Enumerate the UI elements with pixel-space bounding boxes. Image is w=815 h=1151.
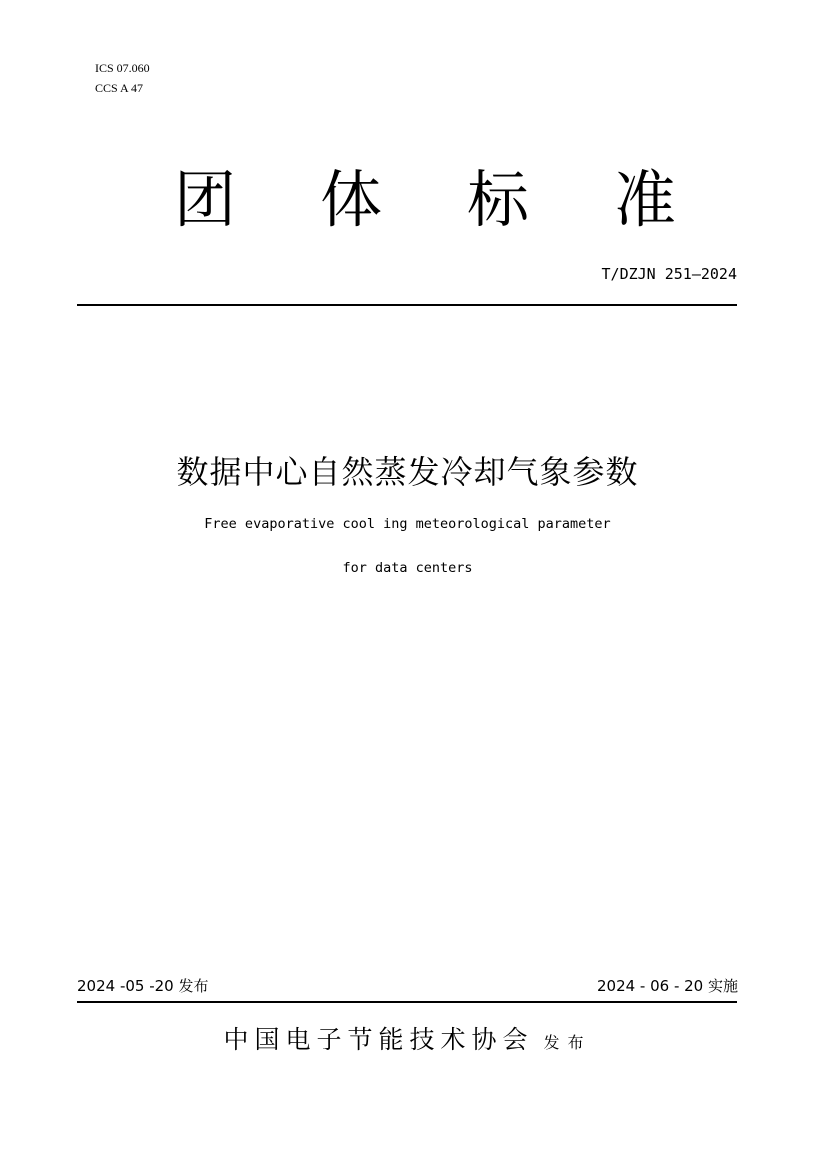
publisher-line [0, 1022, 815, 1061]
standard-number: T/DZJN 251—2024 [601, 265, 737, 283]
top-divider [77, 304, 737, 306]
publisher-organization: 中国电子节能技术协会 [223, 1025, 534, 1054]
standard-type-char-1: 团 [174, 163, 237, 236]
standard-type-char-3: 标 [467, 163, 530, 236]
publisher-action: 发布 [543, 1033, 592, 1052]
ics-code: ICS 07.060 [95, 61, 150, 75]
chinese-title: 数据中心自然蒸发冷却气象参数 [176, 453, 639, 491]
english-title-line-1: Free evaporative cool ing meteorological parameter [204, 516, 611, 532]
publish-date: 2024 -05 -20 发布 [77, 977, 209, 995]
bottom-divider [77, 1001, 737, 1003]
ccs-code: CCS A 47 [95, 81, 144, 95]
standard-type-heading [0, 160, 815, 240]
implementation-date: 2024 - 06 - 20 实施 [596, 977, 738, 995]
english-title-line-2: for data centers [342, 560, 473, 576]
standard-type-char-2: 体 [320, 163, 383, 236]
standard-type-char-4: 准 [614, 163, 677, 236]
